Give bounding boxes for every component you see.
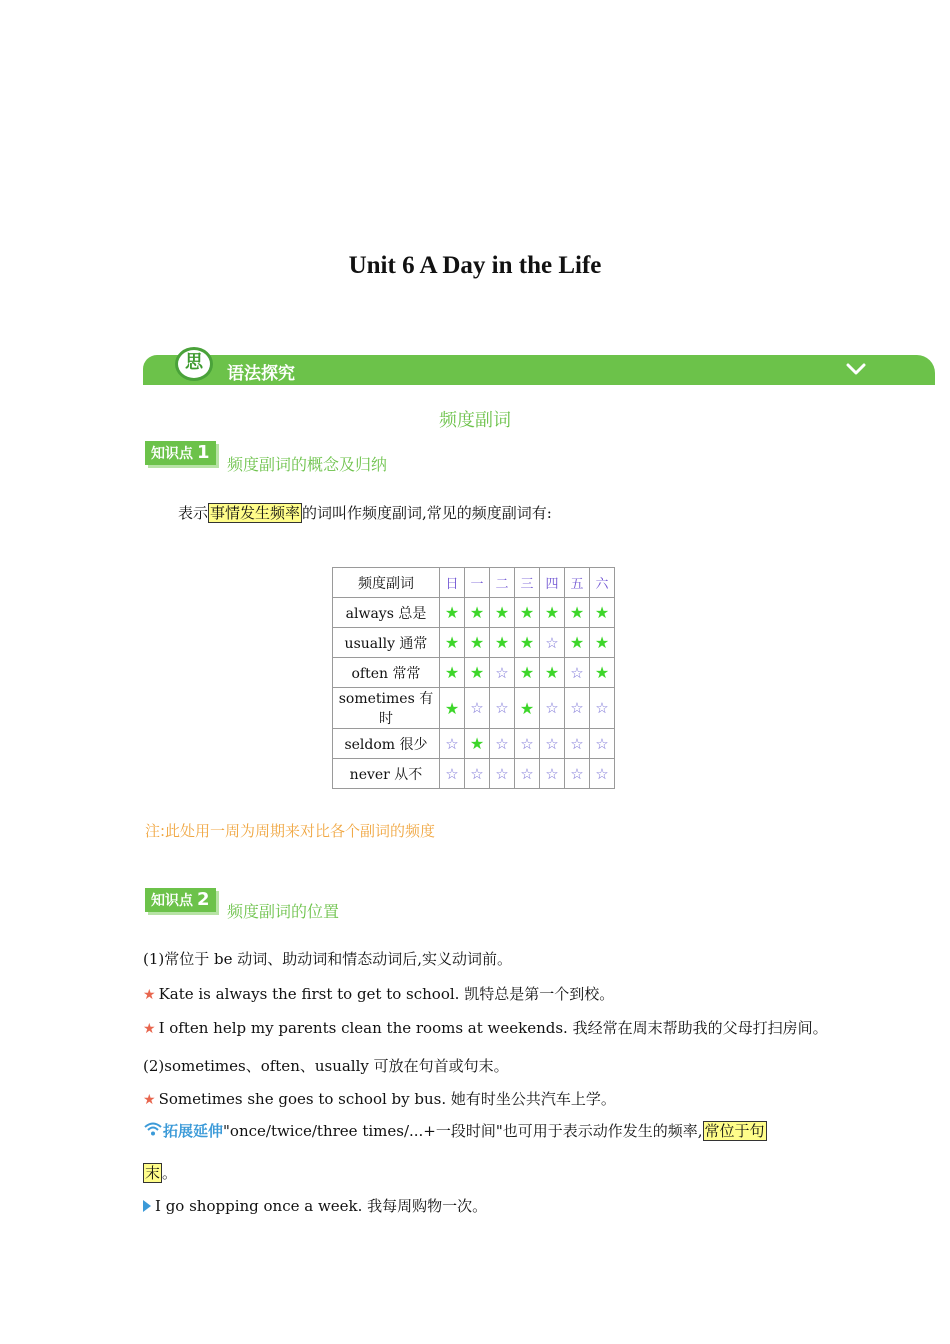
table-row: [333, 729, 615, 759]
frequency-cell: [590, 688, 615, 729]
empty-star-icon: ☆: [520, 764, 534, 783]
frequency-cell: [465, 598, 490, 628]
intro-highlight: 事情发生频率: [210, 504, 301, 522]
section-heading: 频度副词: [439, 410, 511, 431]
adverb-label: always 总是: [333, 598, 440, 628]
frequency-cell: [490, 729, 515, 759]
chevron-down-icon[interactable]: [846, 362, 866, 376]
table-header-day: 五: [565, 568, 590, 598]
filled-star-icon: ★: [494, 633, 510, 652]
frequency-cell: [440, 658, 465, 688]
empty-star-icon: ☆: [545, 764, 559, 783]
signal-icon: [143, 1121, 163, 1137]
filled-star-icon: ★: [594, 633, 610, 652]
frequency-cell: [440, 598, 465, 628]
triangle-bullet-icon: [143, 1200, 151, 1212]
adverb-label: usually 通常: [333, 628, 440, 658]
example-text: I often help my parents clean the rooms at weekends. 我经常在周末帮助我的父母打扫房间。: [158, 1019, 828, 1037]
filled-star-icon: ★: [594, 663, 610, 682]
filled-star-icon: ★: [469, 633, 485, 652]
frequency-cell: [540, 759, 565, 789]
empty-star-icon: ☆: [495, 663, 509, 682]
frequency-cell: [565, 688, 590, 729]
empty-star-icon: ☆: [470, 764, 484, 783]
star-bullet-icon: ★: [143, 987, 156, 1003]
empty-star-icon: ☆: [595, 734, 609, 753]
table-header-day: 四: [540, 568, 565, 598]
knowledge-point-badge: [145, 441, 216, 465]
empty-star-icon: ☆: [595, 699, 609, 717]
frequency-cell: [565, 759, 590, 789]
example-1: [143, 983, 614, 1004]
table-row: [333, 598, 615, 628]
frequency-cell: [590, 628, 615, 658]
frequency-cell: [540, 688, 565, 729]
table-header-day: 二: [490, 568, 515, 598]
empty-star-icon: ☆: [545, 734, 559, 753]
filled-star-icon: ★: [569, 633, 585, 652]
empty-star-icon: ☆: [495, 699, 509, 717]
filled-star-icon: ★: [519, 603, 535, 622]
frequency-cell: [440, 628, 465, 658]
frequency-cell: [490, 628, 515, 658]
knowledge-point-badge: [145, 888, 216, 912]
frequency-cell: [590, 658, 615, 688]
empty-star-icon: ☆: [495, 734, 509, 753]
filled-star-icon: ★: [444, 603, 460, 622]
table-note: 注:此处用一周为周期来对比各个副词的频度: [145, 822, 436, 840]
table-row: [333, 688, 615, 729]
filled-star-icon: ★: [469, 603, 485, 622]
frequency-cell: [540, 628, 565, 658]
frequency-cell: [565, 598, 590, 628]
frequency-cell: [590, 759, 615, 789]
table-row: [333, 759, 615, 789]
expand-label: 拓展延伸: [163, 1122, 224, 1140]
table-header-day: 六: [590, 568, 615, 598]
filled-star-icon: ★: [519, 698, 535, 718]
frequency-cell: [440, 759, 465, 789]
frequency-cell: [515, 688, 540, 729]
intro-before: 表示: [178, 504, 209, 522]
intro-paragraph: [178, 502, 552, 523]
example-text: I go shopping once a week. 我每周购物一次。: [155, 1197, 488, 1215]
adverb-label: seldom 很少: [333, 729, 440, 759]
page-title: Unit 6 A Day in the Life: [348, 252, 602, 279]
example-text: Sometimes she goes to school by bus. 她有时坐公共汽车上学。: [158, 1090, 616, 1108]
frequency-cell: [515, 658, 540, 688]
banner-label: 语法探究: [227, 364, 295, 384]
example-3: [143, 1088, 616, 1109]
adverb-label: sometimes 有时: [333, 688, 440, 729]
frequency-cell: [490, 688, 515, 729]
kp-badge-text: 知识点: [151, 893, 193, 909]
filled-star-icon: ★: [544, 663, 560, 682]
empty-star-icon: ☆: [570, 734, 584, 753]
expand-paragraph: [143, 1120, 767, 1141]
frequency-cell: [465, 628, 490, 658]
frequency-table: [332, 567, 615, 789]
empty-star-icon: ☆: [595, 764, 609, 783]
expand-end: 。: [162, 1164, 178, 1182]
frequency-cell: [515, 598, 540, 628]
empty-star-icon: ☆: [445, 764, 459, 783]
kp-badge-text: 知识点: [151, 446, 193, 462]
think-badge-icon: 思: [175, 347, 213, 381]
filled-star-icon: ★: [544, 603, 560, 622]
empty-star-icon: ☆: [495, 764, 509, 783]
example-text: Kate is always the first to get to school. 凯特总是第一个到校。: [158, 985, 615, 1003]
filled-star-icon: ★: [519, 633, 535, 652]
star-bullet-icon: ★: [143, 1092, 156, 1108]
filled-star-icon: ★: [569, 603, 585, 622]
filled-star-icon: ★: [594, 603, 610, 622]
rule-1: (1)常位于 be 动词、助动词和情态动词后,实义动词前。: [143, 950, 513, 968]
filled-star-icon: ★: [444, 698, 460, 718]
frequency-cell: [540, 729, 565, 759]
frequency-cell: [440, 688, 465, 729]
frequency-cell: [490, 598, 515, 628]
table-header-day: 一: [465, 568, 490, 598]
expand-highlight: 常位于句: [704, 1122, 765, 1140]
filled-star-icon: ★: [444, 633, 460, 652]
frequency-cell: [465, 759, 490, 789]
star-bullet-icon: ★: [143, 1021, 156, 1037]
expand-text: "once/twice/three times/...+一段时间"也可用于表示动作发生的频率,: [223, 1122, 703, 1140]
filled-star-icon: ★: [469, 734, 485, 753]
frequency-cell: [515, 628, 540, 658]
table-header-day: 三: [515, 568, 540, 598]
frequency-cell: [565, 658, 590, 688]
frequency-cell: [490, 759, 515, 789]
frequency-cell: [565, 729, 590, 759]
table-header-label: 频度副词: [333, 568, 440, 598]
adverb-label: often 常常: [333, 658, 440, 688]
empty-star-icon: ☆: [445, 734, 459, 753]
frequency-cell: [515, 759, 540, 789]
adverb-label: never 从不: [333, 759, 440, 789]
table-header-day: 日: [440, 568, 465, 598]
filled-star-icon: ★: [444, 663, 460, 682]
kp-title: 频度副词的位置: [227, 902, 340, 921]
frequency-cell: [465, 729, 490, 759]
kp-title: 频度副词的概念及归纳: [227, 455, 388, 474]
intro-after: 的词叫作频度副词,常见的频度副词有:: [302, 504, 552, 522]
frequency-cell: [540, 598, 565, 628]
filled-star-icon: ★: [519, 663, 535, 682]
empty-star-icon: ☆: [545, 699, 559, 717]
example-4: [143, 1195, 487, 1216]
table-row: [333, 658, 615, 688]
empty-star-icon: ☆: [545, 633, 559, 652]
frequency-cell: [590, 598, 615, 628]
filled-star-icon: ★: [469, 663, 485, 682]
expand-highlight: 末: [145, 1164, 161, 1182]
table-header-row: [333, 568, 615, 598]
frequency-cell: [515, 729, 540, 759]
frequency-cell: [565, 628, 590, 658]
rule-2: (2)sometimes、often、usually 可放在句首或句末。: [143, 1057, 509, 1075]
frequency-cell: [440, 729, 465, 759]
empty-star-icon: ☆: [520, 734, 534, 753]
kp-badge-number: 1: [197, 442, 210, 463]
empty-star-icon: ☆: [470, 699, 484, 717]
frequency-cell: [490, 658, 515, 688]
empty-star-icon: ☆: [570, 764, 584, 783]
frequency-cell: [540, 658, 565, 688]
filled-star-icon: ★: [494, 603, 510, 622]
example-2: [143, 1017, 828, 1038]
empty-star-icon: ☆: [570, 699, 584, 717]
expand-continuation: [143, 1162, 177, 1183]
kp-badge-number: 2: [197, 889, 210, 910]
frequency-cell: [465, 688, 490, 729]
table-row: [333, 628, 615, 658]
empty-star-icon: ☆: [570, 663, 584, 682]
frequency-cell: [590, 729, 615, 759]
frequency-cell: [465, 658, 490, 688]
